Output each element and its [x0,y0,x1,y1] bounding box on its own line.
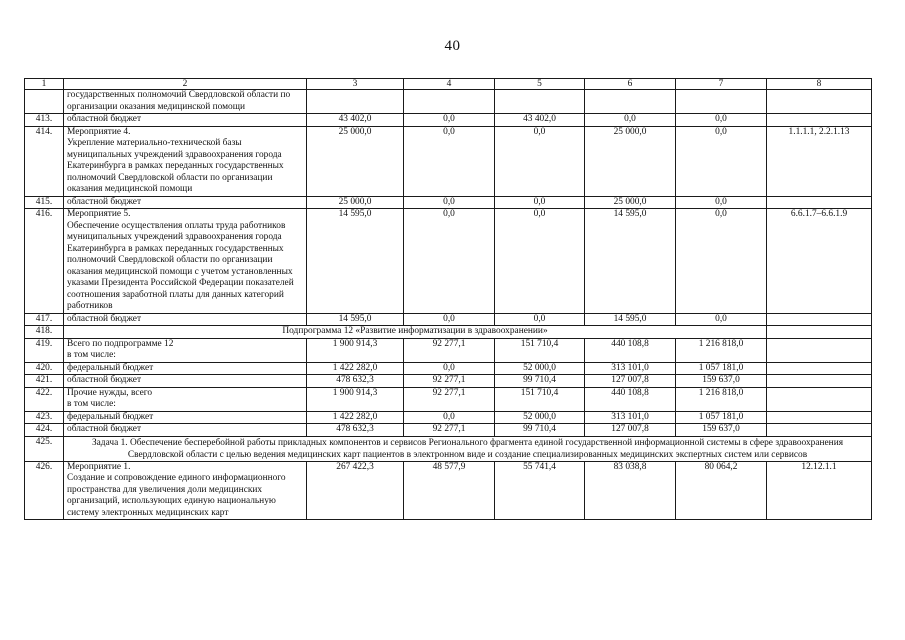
table-row [25,387,872,411]
amount-cell: 14 595,0 [307,313,404,326]
row-description [64,114,307,127]
amount-cell: 0,0 [404,196,495,209]
amount-cell: 0,0 [404,362,495,375]
amount-cell: 0,0 [495,209,585,314]
amount-cell: 25 000,0 [585,126,676,196]
amount-cell: 99 710,4 [495,375,585,388]
table-row [25,326,872,339]
target-code [767,313,872,326]
description-line: областной бюджет [67,424,142,434]
row-number: 426. [25,461,64,520]
target-code [767,411,872,424]
amount-cell: 313 101,0 [585,411,676,424]
row-number: 422. [25,387,64,411]
description-line: государственных полномочий Свердловской области по организации оказания медицинской помощи [67,90,291,112]
amount-cell: 92 277,1 [404,338,495,362]
row-number: 415. [25,196,64,209]
target-code [767,387,872,411]
amount-cell: 99 710,4 [495,424,585,437]
row-number: 416. [25,209,64,314]
column-header: 2 [64,79,307,90]
amount-cell: 1 422 282,0 [307,362,404,375]
target-code [767,114,872,127]
table-row [25,375,872,388]
column-header: 3 [307,79,404,90]
row-number: 421. [25,375,64,388]
target-code [767,424,872,437]
amount-cell: 92 277,1 [404,375,495,388]
amount-cell: 83 038,8 [585,461,676,520]
description-line: Создание и сопровождение единого информационного пространства для увеличения доли медицинских организаций, использующих единую национальную систему электронных медицинских карт [67,473,286,518]
row-number: 418. [25,326,64,339]
amount-cell [495,90,585,114]
amount-cell: 1 216 818,0 [676,387,767,411]
amount-cell: 14 595,0 [585,313,676,326]
description-line: Мероприятие 4. [67,126,131,137]
row-description [64,461,307,520]
target-code [767,90,872,114]
amount-cell: 92 277,1 [404,387,495,411]
target-code: 6.6.1.7–6.6.1.9 [767,209,872,314]
amount-cell: 0,0 [676,126,767,196]
code-cell [767,326,872,339]
description-line: областной бюджет [67,196,142,207]
target-code [767,196,872,209]
row-number: 417. [25,313,64,326]
table-row [25,461,872,520]
amount-cell: 0,0 [404,126,495,196]
description-line: Укрепление материально-технической базы муниципальных учреждений здравоохранения города Екатеринбурга в рамках переданных государственных полномочий Свердловской области по организации оказания медицинской помощи [67,138,284,194]
description-line: федеральный бюджет [67,411,154,422]
table-row [25,436,872,461]
amount-cell: 1 057 181,0 [676,362,767,375]
row-number: 424. [25,424,64,437]
description-line: федеральный бюджет [67,362,154,373]
amount-cell: 14 595,0 [307,209,404,314]
column-header: 7 [676,79,767,90]
row-description [64,90,307,114]
row-description [64,196,307,209]
budget-table [24,78,872,520]
row-number: 420. [25,362,64,375]
amount-cell: 0,0 [404,209,495,314]
description-line: в том числе: [67,399,116,409]
amount-cell: 151 710,4 [495,387,585,411]
amount-cell: 1 216 818,0 [676,338,767,362]
table-row [25,313,872,326]
table-row [25,196,872,209]
task-description: Задача 1. Обеспечение бесперебойной работы прикладных компонентов и сервисов Регионального фрагмента единой государственной информационной системы в сфере здравоохранения Свердловской области с целью ведения медицинских карт пациентов в электронном виде и создание специализированных медицинских экспертных систем или сервисов [64,436,872,461]
table-row [25,411,872,424]
amount-cell: 0,0 [495,126,585,196]
column-header: 1 [25,79,64,90]
amount-cell: 25 000,0 [307,126,404,196]
amount-cell: 0,0 [495,313,585,326]
row-description [64,375,307,388]
subprogram-title: Подпрограмма 12 «Развитие информатизации в здравоохранении» [64,326,767,339]
amount-cell: 1 057 181,0 [676,411,767,424]
description-line: Мероприятие 5. [67,209,131,219]
target-code [767,375,872,388]
column-header: 8 [767,79,872,90]
amount-cell: 0,0 [404,411,495,424]
amount-cell: 0,0 [404,114,495,127]
table-row [25,424,872,437]
description-line: областной бюджет [67,375,142,385]
amount-cell: 0,0 [585,114,676,127]
description-line: Обеспечение осуществления оплаты труда работников муниципальных учреждений здравоохранения города Екатеринбурга в рамках переданных государственных полномочий Свердловской области по организации оказания медицинской помощи с учетом установленных указами Президента Российской Федерации показателей соотношения заработной платы для данных категорий работников [67,220,294,311]
amount-cell: 52 000,0 [495,411,585,424]
amount-cell: 25 000,0 [307,196,404,209]
description-line: в том числе: [67,350,116,360]
amount-cell: 55 741,4 [495,461,585,520]
row-description [64,209,307,314]
table-row [25,90,872,114]
description-line: Прочие нужды, всего [67,387,153,398]
amount-cell [307,90,404,114]
column-header: 6 [585,79,676,90]
amount-cell: 43 402,0 [495,114,585,127]
amount-cell: 0,0 [676,114,767,127]
row-number [25,90,64,114]
amount-cell: 1 422 282,0 [307,411,404,424]
amount-cell: 267 422,3 [307,461,404,520]
column-header-row [25,79,872,90]
amount-cell: 0,0 [676,196,767,209]
table-row [25,338,872,362]
amount-cell: 52 000,0 [495,362,585,375]
amount-cell: 159 637,0 [676,424,767,437]
page-number: 40 [444,38,461,54]
amount-cell [585,90,676,114]
amount-cell [404,90,495,114]
amount-cell: 151 710,4 [495,338,585,362]
amount-cell: 92 277,1 [404,424,495,437]
table-row [25,362,872,375]
table-row [25,126,872,196]
row-number: 419. [25,338,64,362]
description-line: областной бюджет [67,313,142,324]
amount-cell: 478 632,3 [307,424,404,437]
table-row [25,209,872,314]
row-description [64,126,307,196]
amount-cell: 0,0 [676,313,767,326]
amount-cell: 440 108,8 [585,387,676,411]
amount-cell: 127 007,8 [585,375,676,388]
amount-cell: 0,0 [495,196,585,209]
amount-cell: 43 402,0 [307,114,404,127]
amount-cell: 159 637,0 [676,375,767,388]
table-row [25,114,872,127]
row-description [64,424,307,437]
amount-cell: 1 900 914,3 [307,387,404,411]
description-line: областной бюджет [67,114,142,124]
amount-cell: 1 900 914,3 [307,338,404,362]
row-description [64,313,307,326]
row-description [64,338,307,362]
target-code: 12.12.1.1 [767,461,872,520]
amount-cell: 48 577,9 [404,461,495,520]
amount-cell: 313 101,0 [585,362,676,375]
row-number: 423. [25,411,64,424]
target-code [767,362,872,375]
column-header: 4 [404,79,495,90]
amount-cell: 25 000,0 [585,196,676,209]
amount-cell: 440 108,8 [585,338,676,362]
amount-cell: 0,0 [404,313,495,326]
description-line: Всего по подпрограмме 12 [67,338,174,349]
row-description [64,411,307,424]
row-description [64,362,307,375]
row-number: 413. [25,114,64,127]
target-code [767,338,872,362]
description-line: Мероприятие 1. [67,461,131,472]
amount-cell: 14 595,0 [585,209,676,314]
target-code: 1.1.1.1, 2.2.1.13 [767,126,872,196]
amount-cell: 80 064,2 [676,461,767,520]
row-number: 414. [25,126,64,196]
column-header: 5 [495,79,585,90]
amount-cell: 127 007,8 [585,424,676,437]
table-body [25,79,872,520]
amount-cell: 0,0 [676,209,767,314]
row-description [64,387,307,411]
amount-cell [676,90,767,114]
row-number: 425. [25,436,64,461]
amount-cell: 478 632,3 [307,375,404,388]
